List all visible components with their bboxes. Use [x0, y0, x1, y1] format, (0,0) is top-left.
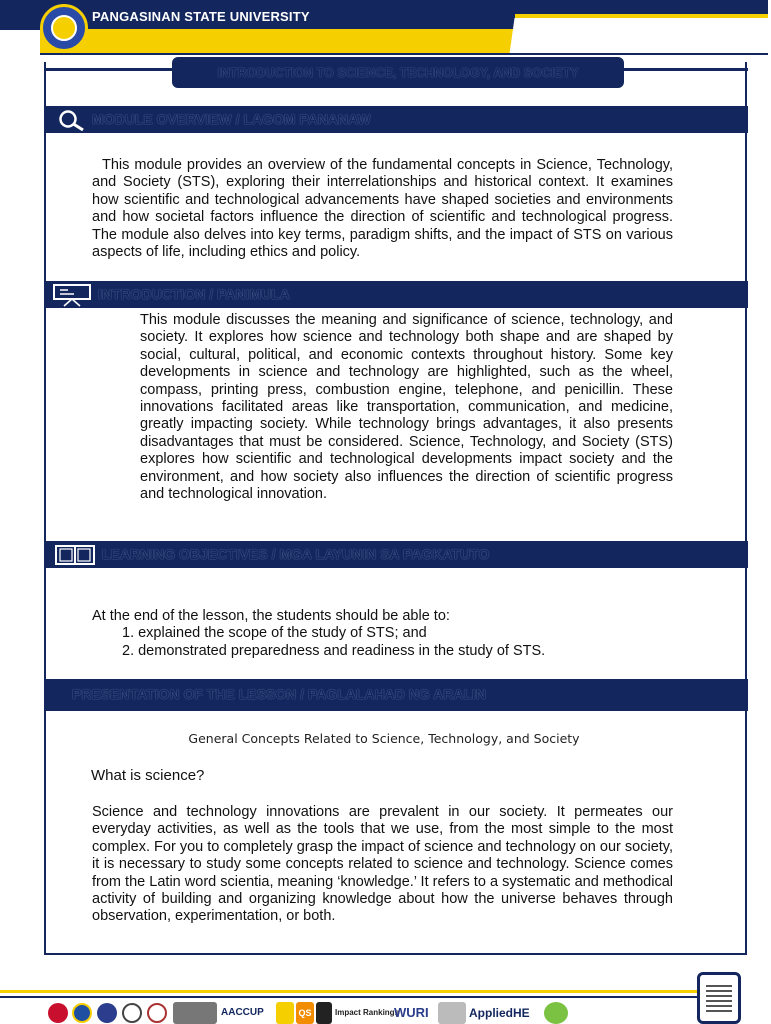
partner-logo-box: [438, 1002, 466, 1024]
section-heading-introduction: INTRODUCTION / PANIMULA: [98, 286, 290, 302]
objective-item: 2. demonstrated preparedness and readiness in the study of STS.: [122, 643, 546, 659]
section-heading-presentation: PRESENTATION OF THE LESSON / PAGLALAHAD NG ARALIN: [72, 686, 487, 702]
header-underline: [40, 53, 768, 55]
partner-logo-aaccup: AACCUP: [221, 1007, 264, 1018]
lesson-paragraph: Science and technology innovations are prevalent in our society. It permeates our everyday activities, as well as the tools that we use, from the most simple to the most complex. For you to completely grasp the impact of science and technology on our society, it is necessary to study some concepts related to science and technology. Science comes from the Latin word scientia, meaning ‘knowledge.’ It refers to a systematic and methodical activity of building and organizing knowledge about how the universe behaves through observation, experimentation, or both.: [92, 804, 673, 925]
university-seal-icon: [40, 4, 88, 52]
partner-logo-box: [173, 1002, 217, 1024]
footer-gold-rule: [0, 990, 700, 993]
header-bar: [0, 0, 768, 56]
partner-logo-box: [544, 1002, 568, 1024]
overview-paragraph: This module provides an overview of the fundamental concepts in Science, Technology, and Society (STS), exploring their interrelationships and historical context. It examines how scientific and technological advancements have shaped societies and environments and how societal factors influence the direction of scientific and technological progress. The module also delves into key terms, paradigm shifts, and the impact of STS on various aspects of life, including ethics and policy.: [92, 157, 673, 261]
university-name: PANGASINAN STATE UNIVERSITY: [92, 9, 310, 24]
section-heading-objectives: LEARNING OBJECTIVES / MGA LAYUNIN SA PAGKATUTO: [102, 546, 490, 562]
magnifier-icon: [56, 109, 86, 131]
page-title-text: INTRODUCTION TO SCIENCE, TECHNOLOGY, AND SOCIETY: [217, 65, 579, 80]
footer-navy-rule: [0, 996, 700, 998]
partner-logo-circle: [97, 1003, 117, 1023]
open-book-icon: [54, 543, 96, 567]
partner-logo-the: Impact Rankings: [335, 1008, 400, 1017]
objective-item: 1. explained the scope of the study of STS; and: [122, 625, 427, 641]
objectives-intro: At the end of the lesson, the students should be able to:: [92, 608, 450, 624]
document-icon: [697, 972, 741, 1024]
partner-logo-circle: [122, 1003, 142, 1023]
section-header-objectives: [46, 541, 748, 568]
header-white-tab: [509, 18, 770, 54]
section-header-overview: [46, 106, 748, 133]
lesson-question: What is science?: [91, 767, 205, 784]
partner-logo-qs: QS: [296, 1002, 314, 1024]
partner-logo-box: [276, 1002, 294, 1024]
section-header-introduction: [46, 281, 748, 308]
partner-logo-box: [316, 1002, 332, 1024]
presentation-board-icon: [52, 283, 92, 307]
partner-logo-circle: [72, 1003, 92, 1023]
page-title: [172, 57, 624, 88]
partner-logo-wuri: WURI: [394, 1005, 429, 1020]
lesson-subtitle: General Concepts Related to Science, Technology, and Society: [188, 731, 580, 746]
section-header-presentation: [46, 679, 748, 711]
header-gold-band: [40, 29, 515, 53]
partner-logo-circle: [147, 1003, 167, 1023]
section-heading-overview: MODULE OVERVIEW / LAGOM PANANAW: [92, 111, 371, 127]
introduction-paragraph: This module discusses the meaning and significance of science, technology, and society. It explores how science and technology both shape and are shaped by social, cultural, political, and economic contexts throughout history. Some key developments in science and technology are highlighted, such as the wheel, compass, printing press, combustion engine, telephone, and penicillin. These innovations facilitated areas like transportation, communication, and medicine, greatly impacting society. While technology brings advantages, it also presents disadvantages that must be considered. Science, Technology, and Society (STS) explores how scientific and technological developments impact society and the environment, and how society also influences the direction of scientific progress and technological innovation.: [140, 312, 673, 503]
partner-logo-circle: [48, 1003, 68, 1023]
partner-logo-appliedhe: AppliedHE: [469, 1006, 530, 1020]
